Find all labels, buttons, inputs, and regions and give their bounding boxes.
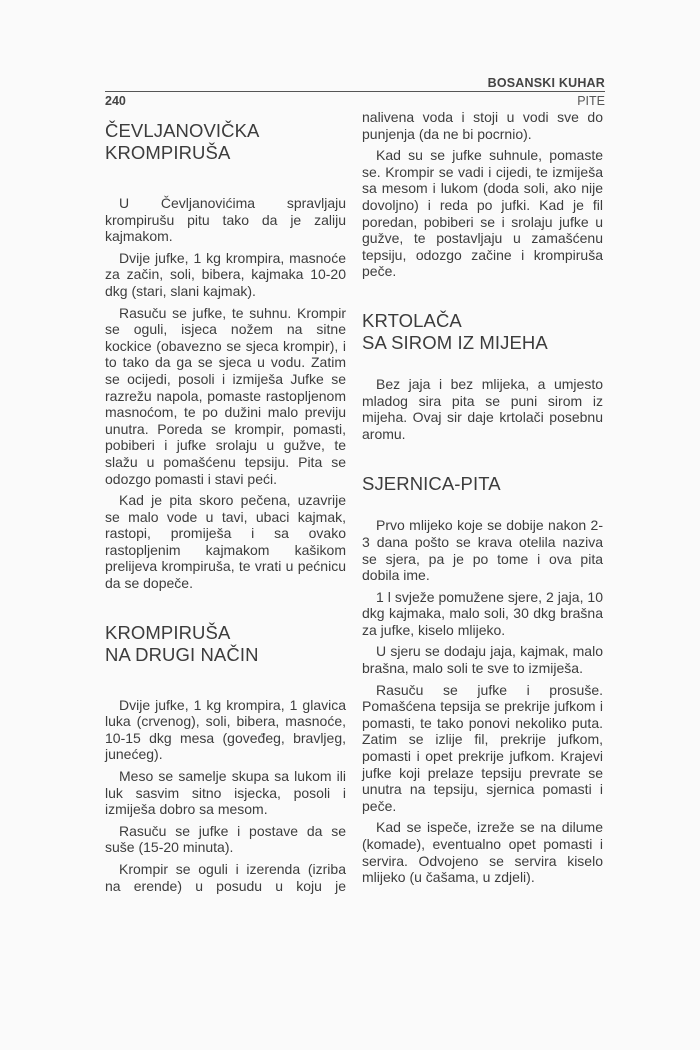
paragraph: Krompir se oguli i izerenda (izriba na erende) u posudu u koju je — [105, 861, 346, 894]
recipe-title — [362, 310, 603, 354]
recipe-sjernica-pita — [362, 473, 603, 885]
recipe-krtolaca-sa-sirom-iz-mijeha — [362, 310, 603, 442]
recipe-title-line: ČEVLJANOVIČKA — [105, 120, 260, 141]
recipe-title-line: SJERNICA-PITA — [362, 473, 501, 495]
paragraph: Kad su se jufke suhnule, pomaste se. Krompir se vadi i cijedi, te izmiješa sa mesom i lukom (doda soli, ako nije dovoljno) i reda po jufki. Kad je fil poredan, pobiberi se i srolaju jufke u gužve, te postavljaju u zamašćenu tepsiju, odozgo začine i krompiruša peče. — [362, 147, 603, 280]
paragraph: 1 l svježe pomužene sjere, 2 jaja, 10 dkg kajmaka, malo soli, 30 dkg brašna za jufke, kiselo mlijeko. — [362, 588, 603, 638]
paragraph: U sjeru se dodaju jaja, kajmak, malo brašna, malo soli te sve to izmiješa. — [362, 643, 603, 677]
paragraph: Dvije jufke, 1 kg krompira, masnoće za začin, soli, bibera, kajmaka 10-20 dkg (stari, slani kajmak). — [105, 249, 346, 299]
paragraph: Bez jaja i bez mlijeka, a umjesto mladog sira pita se puni sirom iz mijeha. Ovaj sir daje krtolači posebnu aromu. — [362, 375, 603, 442]
right-column — [362, 109, 603, 891]
recipe-title-line: SA SIROM IZ MIJEHA — [362, 331, 548, 353]
paragraph: Prvo mlijeko koje se dobije nakon 2-3 dana pošto se krava otelila naziva se sjera, pa je po tome i ova pita dobila ime. — [362, 517, 603, 584]
paragraph: Kad se ispeče, izreže se na dilume (komade), eventualno opet pomasti i servira. Odvojeno se servira kiselo mlijeko (u čašama, u zdjeli). — [362, 819, 603, 886]
recipe-title — [105, 622, 346, 666]
recipe-title — [105, 120, 346, 164]
left-column — [105, 120, 346, 899]
paragraph: Rasuču se jufke i prosuše. Pomašćena tepsija se prekrije jufkom i pomasti, te tako ponovi nekoliko puta. Zatim se izlije fil, prekrije jufkom, pomasti i opet prekrije jufkom. Krajevi jufke koji prelaze tepsiju prevrate se unutra na tepsiju, sjernica pomasti i peče. — [362, 681, 603, 814]
paragraph: U Čevljanovićima spravljaju krompirušu pitu tako da je zaliju kajmakom. — [105, 195, 346, 245]
recipe-title-line: KROMPIRUŠA — [105, 142, 231, 163]
header-rule — [105, 91, 605, 92]
paragraph: nalivena voda i stoji u vodi sve do punjenja (da ne bi pocrnio). — [362, 109, 603, 142]
recipe-krompirusa-na-drugi-nacin — [105, 622, 346, 895]
recipe-cevljanovicka-krompirusa — [105, 120, 346, 592]
book-title: BOSANSKI KUHAR — [487, 76, 605, 90]
recipe-title-line: NA DRUGI NAČIN — [105, 643, 259, 665]
paragraph: Rasuču se jufke i postave da se suše (15-20 minuta). — [105, 822, 346, 856]
continuation-text — [362, 109, 603, 280]
paragraph: Kad je pita skoro pečena, uzavrije se malo vode u tavi, ubaci kajmak, rastopi, promiješa i sa ovako rastopljenim kajmakom kašikom prelijeva krompiruša, te vrati u pećnicu da se dopeče. — [105, 492, 346, 592]
paragraph: Dvije jufke, 1 kg krompira, 1 glavica luka (crvenog), soli, bibera, masnoće, 10-15 dkg mesa (goveđeg, bravljeg, junećeg). — [105, 696, 346, 763]
recipe-title — [362, 473, 603, 495]
recipe-title-line: KROMPIRUŠA — [105, 621, 231, 643]
section-name: PITE — [577, 94, 605, 108]
recipe-title-line: KRTOLAČA — [362, 309, 462, 331]
paragraph: Meso se samelje skupa sa lukom ili luk sasvim sitno isjecka, posoli i izmiješa dobro sa mesom. — [105, 768, 346, 818]
page-number: 240 — [105, 94, 126, 108]
paragraph: Rasuču se jufke, te suhnu. Krompir se oguli, isjeca nožem na sitne kockice (obavezno se sjeca krompir), i to tako da ga se sjeca u vodu. Zatim se ocijedi, posoli i izmiješa Jufke se razrežu napola, pomaste rastopljenom masnoćom, te po dužini malo previju unutra. Poreda se krompir, pomasti, pobiberi i jufke srolaju u gužve, te slažu u pomašćenu tepsiju. Pita se odozgo pomasti i stavi peći. — [105, 304, 346, 487]
